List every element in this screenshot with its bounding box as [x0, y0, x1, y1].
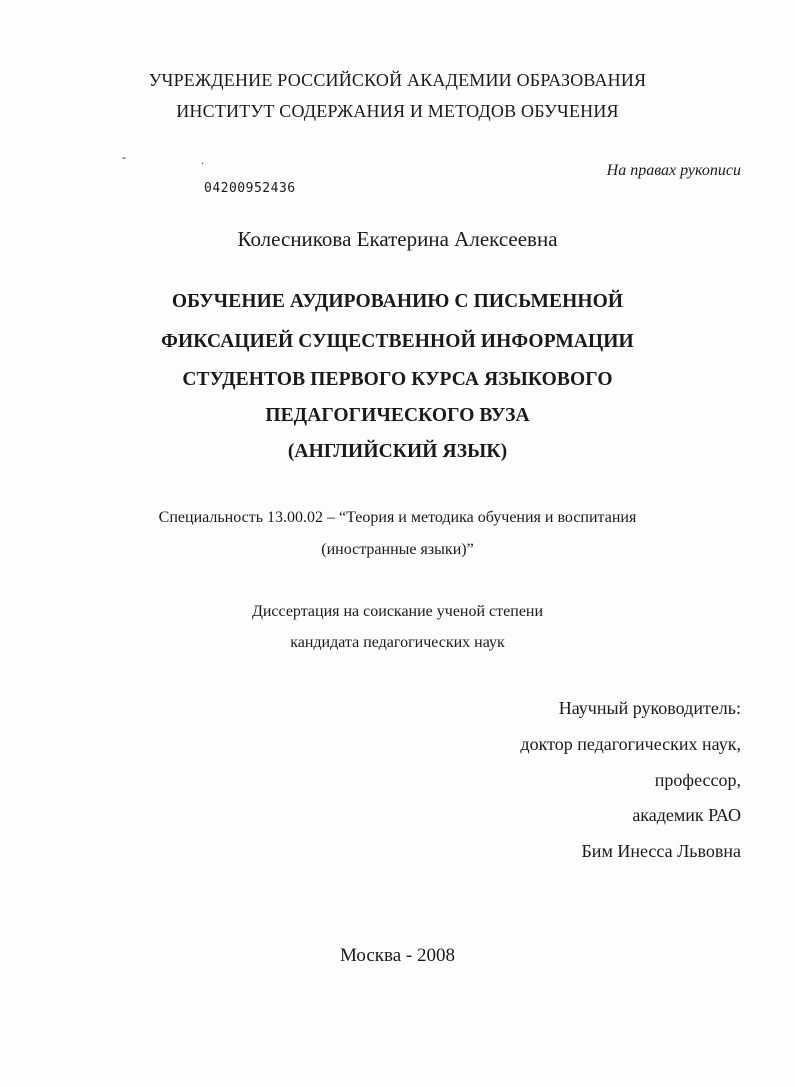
dissertation-title-line: ФИКСАЦИЕЙ СУЩЕСТВЕННОЙ ИНФОРМАЦИИ — [161, 331, 634, 352]
organization-name: УЧРЕЖДЕНИЕ РОССИЙСКОЙ АКАДЕМИИ ОБРАЗОВАНИЯ — [148, 70, 647, 90]
scan-mark: · — [201, 159, 205, 170]
institute-name: ИНСТИТУТ СОДЕРЖАНИЯ И МЕТОДОВ ОБУЧЕНИЯ — [176, 101, 619, 121]
specialty-line: Специальность 13.00.02 – “Теория и методика обучения и воспитания — [158, 509, 637, 526]
catalog-number: 04200952436 — [204, 181, 296, 196]
scan-mark: - — [122, 150, 126, 164]
dissertation-title-line: ПЕДАГОГИЧЕСКОГО ВУЗА — [265, 405, 530, 426]
adviser-academic-title: академик РАО — [632, 805, 741, 825]
adviser-name: Бим Инесса Львовна — [581, 841, 741, 861]
adviser-degree: доктор педагогических наук, — [520, 734, 741, 754]
degree-statement: Диссертация на соискание ученой степени — [251, 603, 544, 620]
specialty-line: (иностранные языки)” — [321, 541, 474, 558]
dissertation-title-line: ОБУЧЕНИЕ АУДИРОВАНИЮ С ПИСЬМЕННОЙ — [171, 291, 624, 312]
manuscript-rights-note: На правах рукописи — [606, 162, 741, 179]
degree-statement: кандидата педагогических наук — [290, 634, 505, 651]
adviser-rank: профессор, — [654, 770, 741, 790]
city-year: Москва - 2008 — [339, 945, 456, 966]
dissertation-title-line: (АНГЛИЙСКИЙ ЯЗЫК) — [287, 441, 508, 462]
dissertation-title-line: СТУДЕНТОВ ПЕРВОГО КУРСА ЯЗЫКОВОГО — [182, 369, 613, 390]
author-name: Колесникова Екатерина Алексеевна — [237, 227, 558, 251]
adviser-role: Научный руководитель: — [558, 698, 741, 718]
